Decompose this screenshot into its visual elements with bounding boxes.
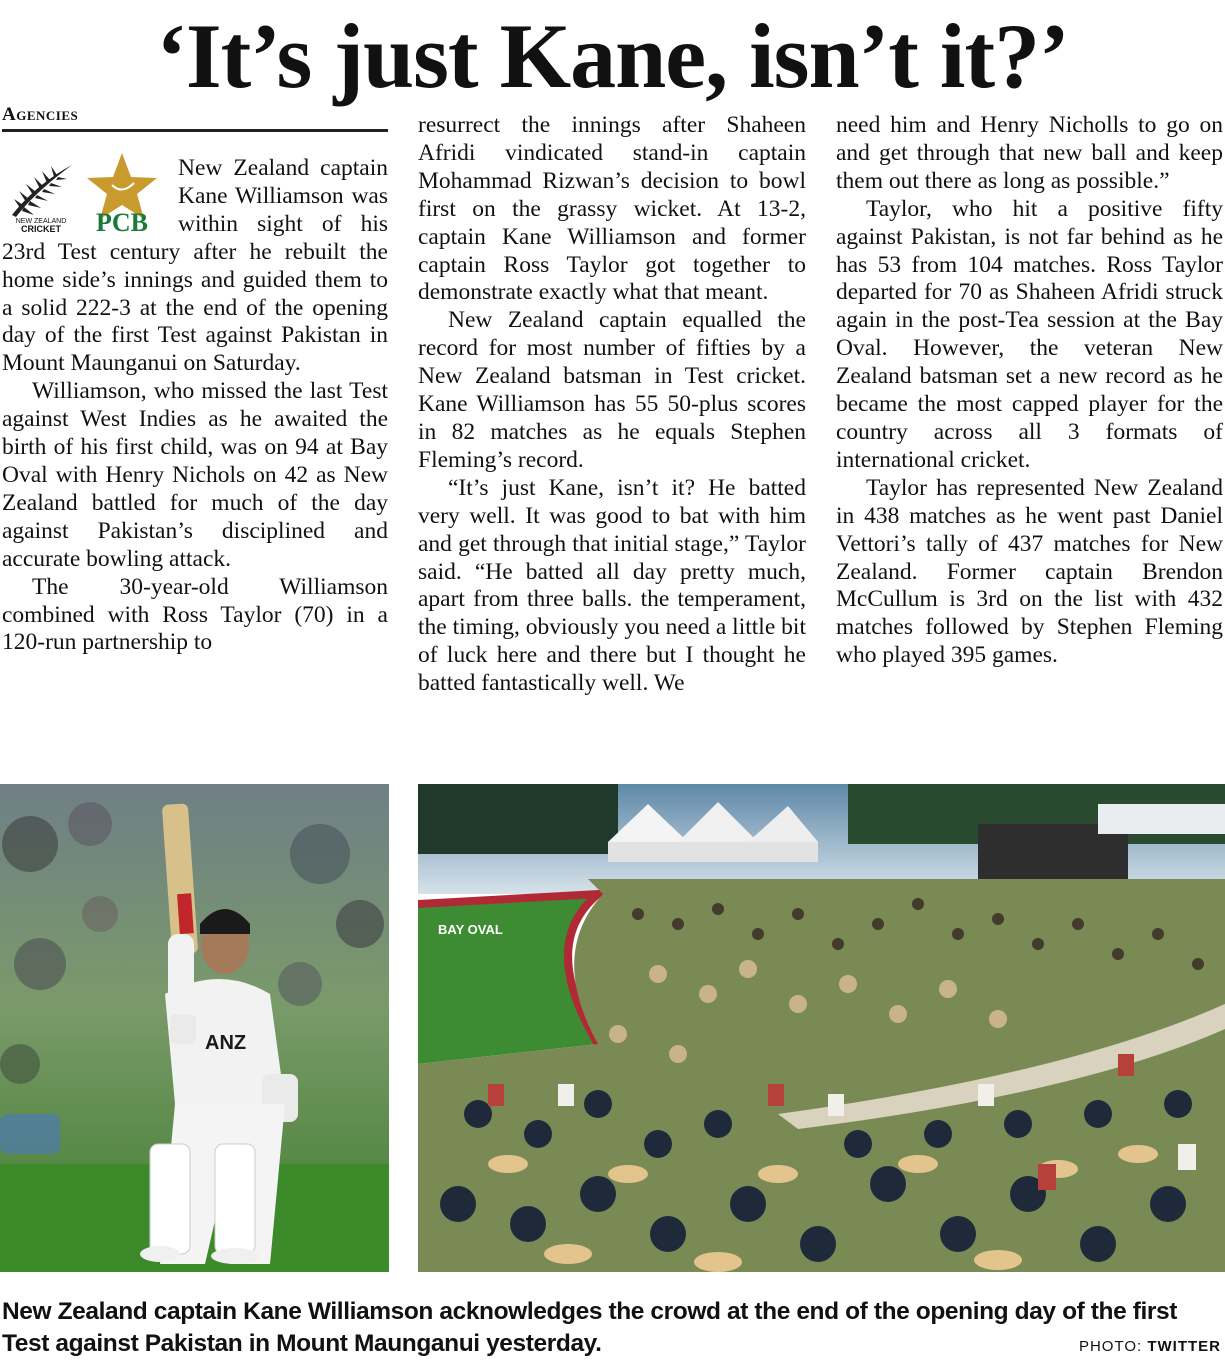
article-column-2: [418, 112, 806, 698]
headline: ‘It’s just Kane, isn’t it?’: [156, 5, 1069, 107]
paragraph: The 30-year-old Williamson combined with Ross Taylor (70) in a 120-run partnership to: [2, 573, 388, 656]
paragraph: Taylor, who hit a positive fifty against Pakistan, is not far behind as he has 53 from 104 matches. Ross Taylor departed for 70 as Shaheen Afridi struck again in the post-Tea session at the Bay Oval. However, the veteran New Zealand batsman set a new record as he became the most capped player for the country across all 3 formats of international cricket.: [836, 195, 1223, 473]
photo-crowd: [418, 784, 1225, 1272]
photo-credit: [1079, 1338, 1221, 1355]
paragraph: Williamson, who missed the last Test against West Indies as he awaited the birth of his first child, was on 94 at Bay Oval with Henry Nichols on 42 as New Zealand battled for much of the day against Pakistan’s disciplined and accurate bowling attack.: [2, 378, 388, 572]
byline: Agencies: [2, 104, 388, 132]
article-column-1: [2, 155, 388, 657]
shirt-sponsor-text: ANZ: [205, 1032, 247, 1054]
article-column-3: [836, 112, 1223, 670]
photo-williamson: [0, 784, 389, 1272]
nz-cricket-text-line1: NEW ZEALAND: [15, 218, 67, 225]
pcb-logo: [82, 151, 162, 235]
photo-credit-label: PHOTO:: [1078, 1338, 1143, 1355]
paragraph: New Zealand captain Kane Williamson was within sight of his 23rd Test century after he rebuilt the home side’s innings and guided them to a solid 222-3 at the end of the opening day of the first Test against Pakistan in Mount Maunganui on Saturday.: [2, 155, 388, 377]
stadium-banner-text: BAY OVAL: [438, 922, 503, 937]
paragraph: New Zealand captain equalled the record for most number of fifties by a New Zealand batsman in Test cricket. Kane Williamson has 55 50-plus scores in 82 matches as he equals Stephen Fleming’s record.: [418, 307, 806, 473]
silver-fern-icon: [6, 155, 76, 235]
paragraph: “It’s just Kane, isn’t it? He batted very well. It was good to bat with him and get through that initial stage,” Taylor said. “He batted all day pretty much, apart from three balls. the temperament, the timing, obviously you need a little bit of luck here and there but I thought he batted fantastically well. We: [418, 474, 806, 697]
logos: [2, 151, 178, 237]
paragraph: need him and Henry Nicholls to go on and get through that new ball and keep them out there as long as possible.”: [836, 112, 1223, 194]
photo-credit-source: TWITTER: [1147, 1338, 1221, 1355]
paragraph: Taylor has represented New Zealand in 438 matches as he went past Daniel Vettori’s tally of 437 matches for New Zealand. Former captain Brendon McCullum is 3rd on the list with 432 matches followed by Stephen Fleming who played 395 games.: [836, 474, 1223, 669]
nz-cricket-text-line2: CRICKET: [21, 224, 61, 234]
paragraph: resurrect the innings after Shaheen Afridi vindicated stand-in captain Mohammad Rizwan’s decision to bowl first on the grassy wicket. At 13-2, captain Kane Williamson and former captain Ross Taylor got together to demonstrate exactly what that meant.: [418, 112, 806, 306]
pcb-text: PCB: [96, 208, 148, 235]
photo-caption: New Zealand captain Kane Williamson acknowledges the crowd at the end of the opening day of the first Test against Pakistan in Mount Maunganui yesterday.: [2, 1298, 1178, 1357]
